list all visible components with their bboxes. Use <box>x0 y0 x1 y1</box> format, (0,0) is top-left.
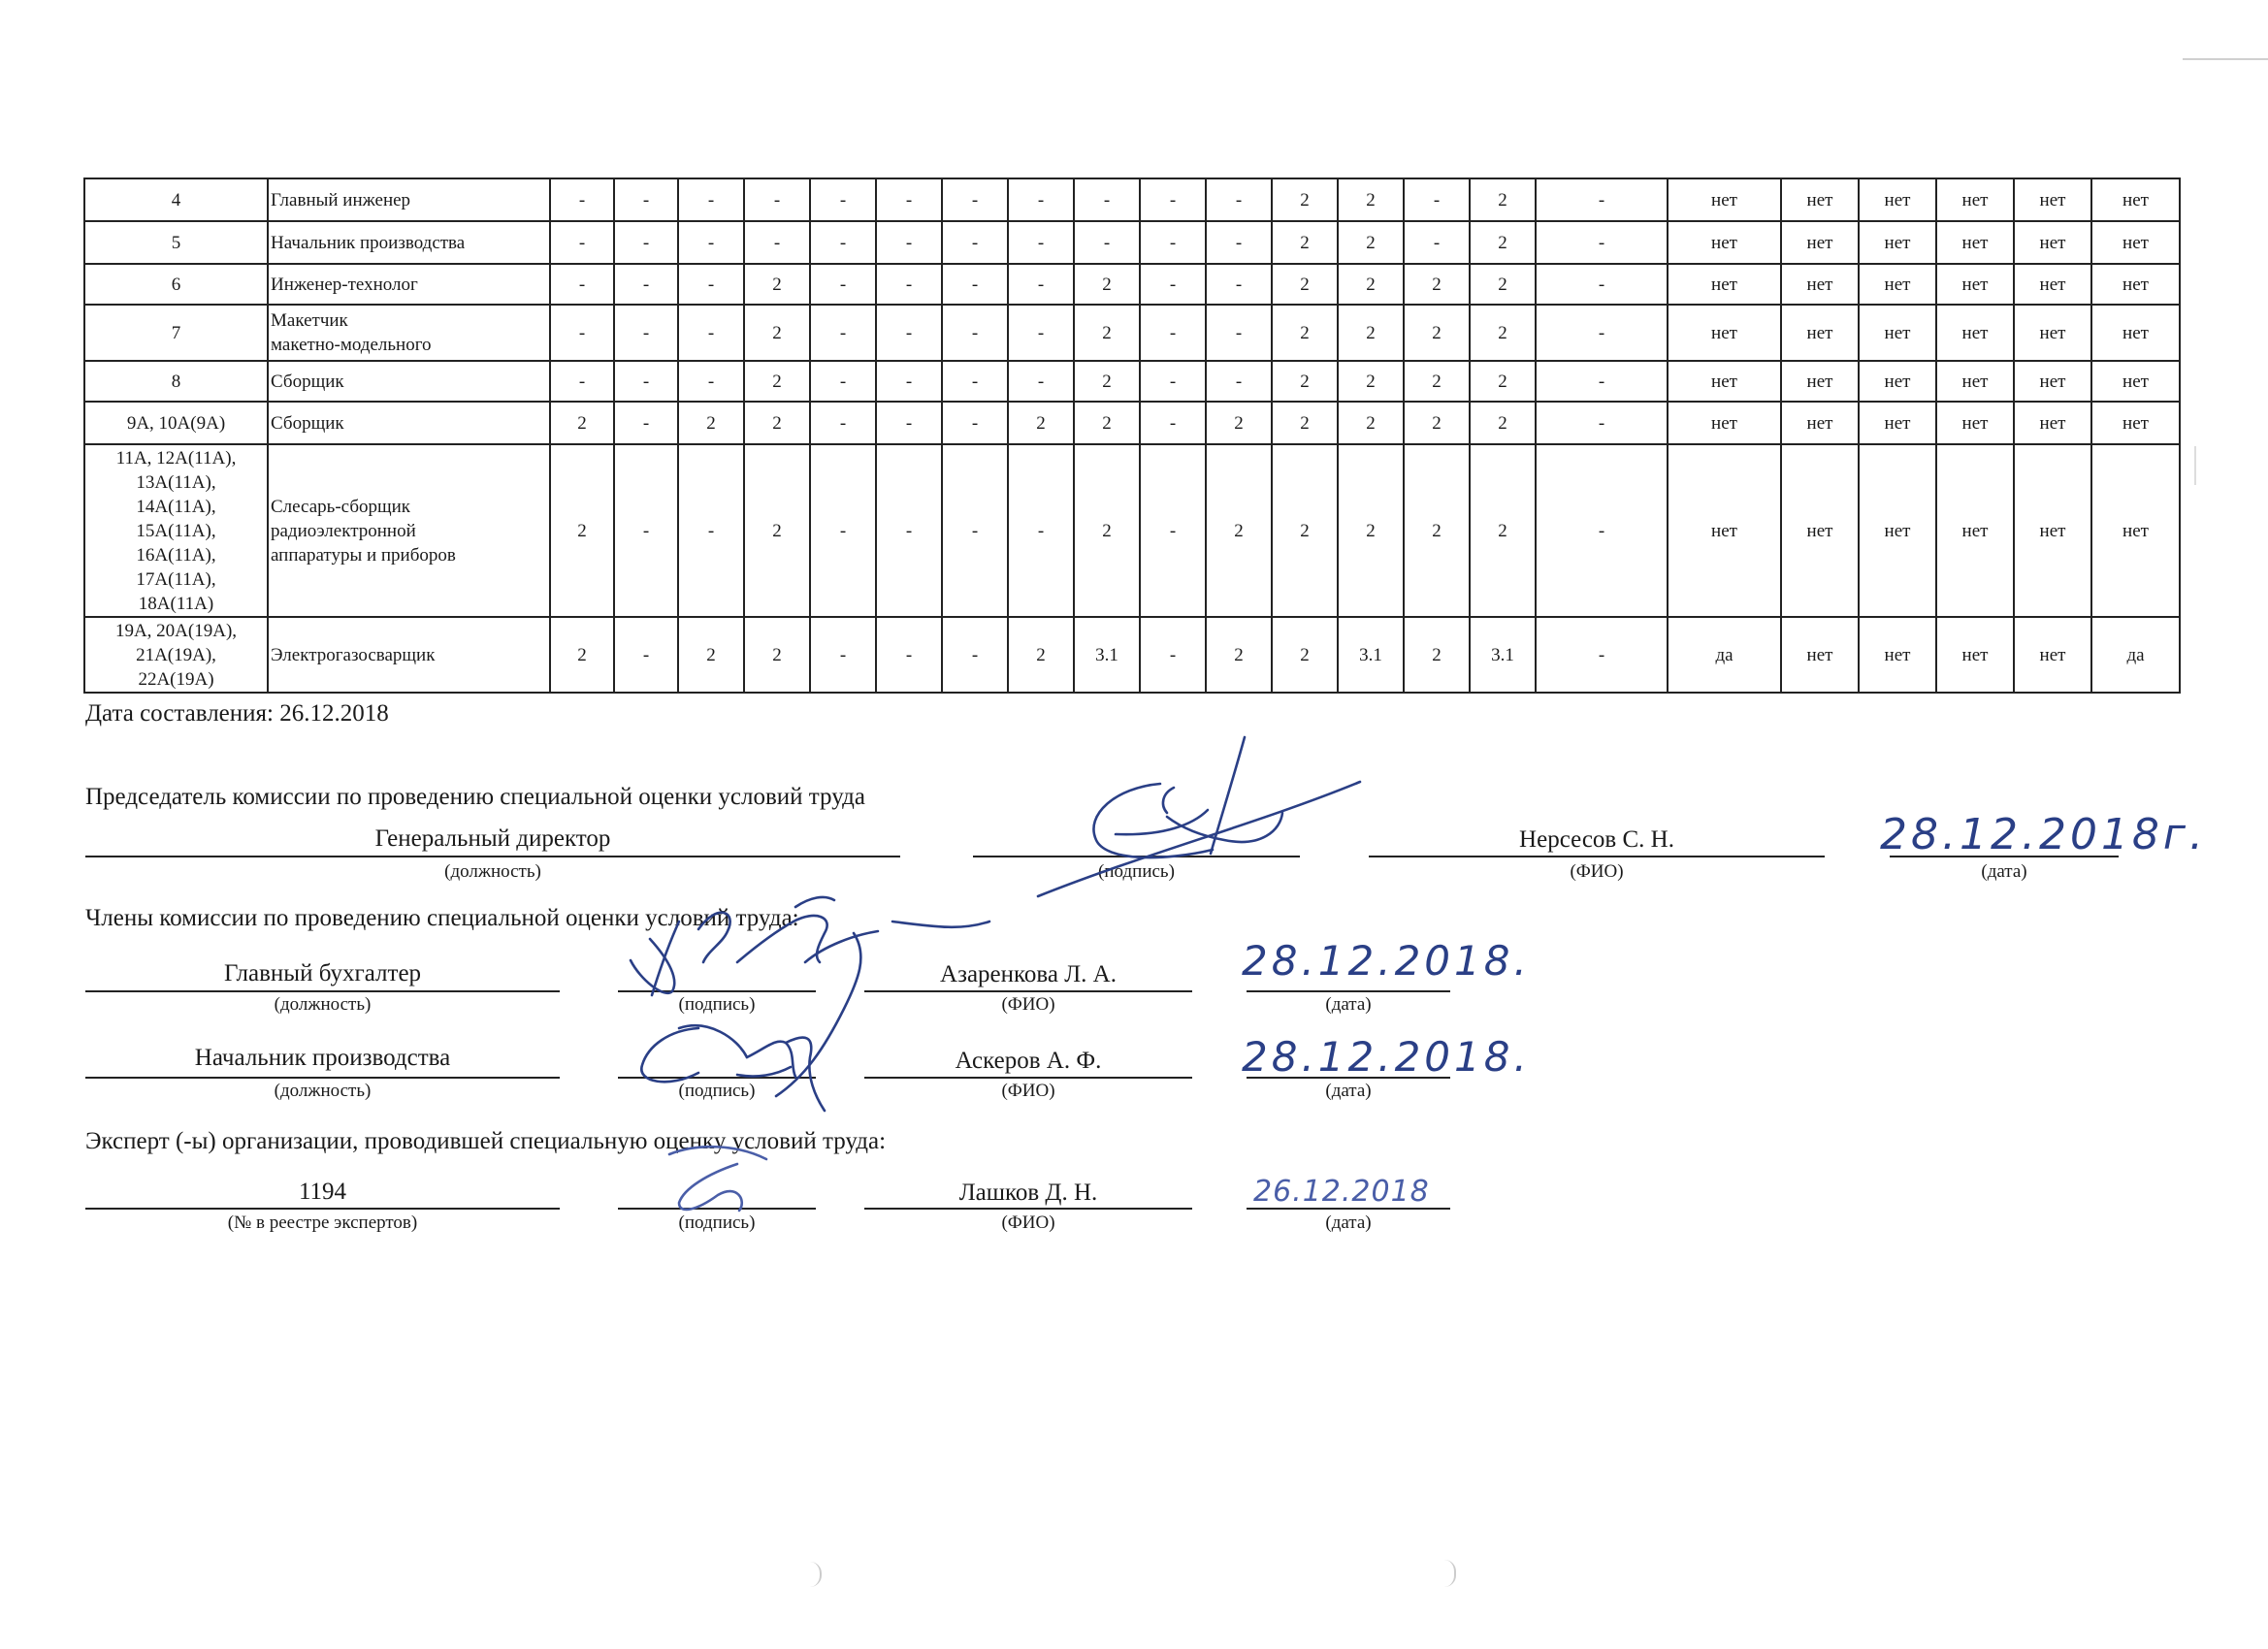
member-1-date-line <box>1247 990 1450 992</box>
chair-name: Нерсесов С. Н. <box>1519 826 1674 853</box>
assessment-cell: - <box>876 264 942 305</box>
assessment-cell: нет <box>1668 444 1781 617</box>
assessment-cell: нет <box>1668 361 1781 402</box>
member-1-position-line <box>85 990 560 992</box>
assessment-cell: нет <box>1781 264 1859 305</box>
assessment-cell: 2 <box>1338 178 1404 221</box>
assessment-cell: нет <box>1936 444 2014 617</box>
assessment-cell: 2 <box>1008 402 1074 444</box>
assessment-cell: 2 <box>744 305 810 361</box>
table-row <box>84 361 2180 402</box>
assessment-cell: 2 <box>1338 264 1404 305</box>
assessment-cell: - <box>876 221 942 264</box>
assessment-cell: - <box>1206 221 1272 264</box>
workplace-number-cell: 4 <box>84 178 268 221</box>
expert-date-handwritten: 26.12.2018 <box>1253 1175 1430 1209</box>
compilation-date: Дата составления: 26.12.2018 <box>85 700 389 727</box>
assessment-cell: 2 <box>1338 305 1404 361</box>
member-2-signature-caption: (подпись) <box>678 1081 756 1101</box>
position-name-cell: Электрогазосварщик <box>268 617 550 693</box>
assessment-cell: 2 <box>1404 305 1470 361</box>
assessment-cell: - <box>942 402 1008 444</box>
assessment-cell: нет <box>1859 178 1936 221</box>
member-2-position-line <box>85 1077 560 1079</box>
workplace-number-cell: 7 <box>84 305 268 361</box>
assessment-cell: 2 <box>1272 402 1338 444</box>
assessment-cell: нет <box>2014 402 2091 444</box>
assessment-cell: 2 <box>1074 361 1140 402</box>
assessment-cell: - <box>1140 617 1206 693</box>
assessment-cell: - <box>550 361 614 402</box>
assessment-cell: нет <box>1781 402 1859 444</box>
assessment-cell: 2 <box>1470 361 1536 402</box>
member-2-name-caption: (ФИО) <box>1001 1081 1055 1101</box>
assessment-cell: нет <box>1668 305 1781 361</box>
assessment-cell: нет <box>2014 361 2091 402</box>
assessment-cell: нет <box>1668 221 1781 264</box>
expert-registry-caption: (№ в реестре экспертов) <box>227 1212 418 1233</box>
position-name-cell: Главный инженер <box>268 178 550 221</box>
assessment-cell: - <box>1008 264 1074 305</box>
assessment-cell: - <box>1536 617 1668 693</box>
chair-name-line <box>1369 856 1825 857</box>
assessment-cell: - <box>550 305 614 361</box>
assessment-cell: нет <box>1859 264 1936 305</box>
scan-hole-mark <box>1441 1560 1456 1587</box>
assessment-cell: - <box>678 305 744 361</box>
assessment-cell: да <box>1668 617 1781 693</box>
assessment-cell: - <box>876 617 942 693</box>
assessment-cell: 2 <box>678 617 744 693</box>
assessment-cell: 2 <box>744 361 810 402</box>
table-row <box>84 305 2180 361</box>
assessment-cell: 3.1 <box>1470 617 1536 693</box>
workplace-number-cell: 8 <box>84 361 268 402</box>
assessment-cell: нет <box>1936 221 2014 264</box>
member-1-name: Азаренкова Л. А. <box>940 961 1117 987</box>
position-name-cell: Макетчик макетно-модельного <box>268 305 550 361</box>
workplace-number-cell: 19А, 20А(19А), 21А(19А), 22А(19А) <box>84 617 268 693</box>
expert-heading: Эксперт (-ы) организации, проводившей специальную оценку условий труда: <box>85 1128 887 1154</box>
assessment-cell: нет <box>1668 178 1781 221</box>
assessment-cell: - <box>614 221 678 264</box>
assessment-cell: - <box>1206 305 1272 361</box>
assessment-cell: 2 <box>1470 305 1536 361</box>
assessment-cell: нет <box>2014 264 2091 305</box>
assessment-cell: нет <box>1936 264 2014 305</box>
assessment-cell: нет <box>2014 178 2091 221</box>
assessment-cell: - <box>876 444 942 617</box>
assessment-cell: - <box>1404 178 1470 221</box>
assessment-cell: нет <box>2091 305 2180 361</box>
scan-edge-mark <box>2194 446 2196 485</box>
chair-position-line <box>85 856 900 857</box>
expert-date-line <box>1247 1208 1450 1210</box>
assessment-cell: нет <box>2014 221 2091 264</box>
assessment-cell: - <box>1140 402 1206 444</box>
assessment-cell: нет <box>1859 617 1936 693</box>
workplace-number-cell: 6 <box>84 264 268 305</box>
assessment-cell: нет <box>1668 264 1781 305</box>
assessment-cell: нет <box>2091 444 2180 617</box>
table-row <box>84 264 2180 305</box>
chair-heading: Председатель комиссии по проведению специальной оценки условий труда <box>85 784 865 810</box>
assessment-cell: нет <box>2091 264 2180 305</box>
results-table <box>83 178 2181 694</box>
assessment-cell: 3.1 <box>1338 617 1404 693</box>
member-1-name-caption: (ФИО) <box>1001 994 1055 1015</box>
assessment-cell: - <box>1536 402 1668 444</box>
member-1-signature-caption: (подпись) <box>678 994 756 1015</box>
assessment-cell: 2 <box>1074 305 1140 361</box>
assessment-cell: 2 <box>1272 361 1338 402</box>
assessment-cell: 2 <box>1008 617 1074 693</box>
table-row <box>84 221 2180 264</box>
assessment-cell: нет <box>1781 444 1859 617</box>
assessment-cell: - <box>810 444 876 617</box>
assessment-cell: 2 <box>678 402 744 444</box>
assessment-cell: - <box>1404 221 1470 264</box>
assessment-cell: 2 <box>1272 178 1338 221</box>
assessment-cell: - <box>1536 444 1668 617</box>
position-name-cell: Начальник производства <box>268 221 550 264</box>
assessment-cell: 2 <box>744 402 810 444</box>
assessment-cell: - <box>1536 178 1668 221</box>
assessment-cell: нет <box>1936 361 2014 402</box>
assessment-cell: 2 <box>1404 402 1470 444</box>
assessment-cell: - <box>810 402 876 444</box>
position-name-cell: Сборщик <box>268 361 550 402</box>
assessment-cell: 2 <box>1272 444 1338 617</box>
chair-position: Генеральный директор <box>374 825 611 852</box>
chair-signature-line <box>973 856 1300 857</box>
assessment-cell: нет <box>2091 178 2180 221</box>
expert-name-caption: (ФИО) <box>1001 1212 1055 1233</box>
member-2-name-line <box>864 1077 1192 1079</box>
assessment-cell: 2 <box>1338 402 1404 444</box>
member-1-signature-line <box>618 990 816 992</box>
assessment-cell: - <box>810 361 876 402</box>
assessment-cell: 2 <box>1206 402 1272 444</box>
assessment-cell: нет <box>2091 221 2180 264</box>
assessment-cell: 2 <box>1404 444 1470 617</box>
assessment-cell: нет <box>1936 402 2014 444</box>
assessment-cell: - <box>1206 264 1272 305</box>
member-1-date-handwritten: 28.12.2018. <box>1242 937 1531 985</box>
member-2-position-caption: (должность) <box>274 1081 372 1101</box>
assessment-cell: - <box>876 402 942 444</box>
expert-signature <box>669 1147 766 1211</box>
assessment-cell: 3.1 <box>1074 617 1140 693</box>
assessment-cell: - <box>614 444 678 617</box>
assessment-cell: - <box>810 617 876 693</box>
table-row <box>84 444 2180 617</box>
member-2-date-line <box>1247 1077 1450 1079</box>
assessment-cell: - <box>942 178 1008 221</box>
assessment-cell: 2 <box>550 444 614 617</box>
chair-date-caption: (дата) <box>1981 861 2027 882</box>
expert-registry-number: 1194 <box>298 1179 347 1205</box>
member-1-date-caption: (дата) <box>1325 994 1372 1015</box>
assessment-cell: - <box>614 305 678 361</box>
chair-position-caption: (должность) <box>444 861 541 882</box>
expert-name: Лашков Д. Н. <box>958 1180 1098 1206</box>
assessment-cell: нет <box>1781 305 1859 361</box>
assessment-cell: - <box>678 264 744 305</box>
assessment-cell: 2 <box>744 444 810 617</box>
assessment-cell: - <box>1536 361 1668 402</box>
assessment-cell: - <box>942 305 1008 361</box>
chair-date-line <box>1890 856 2119 857</box>
assessment-cell: - <box>942 361 1008 402</box>
assessment-cell: нет <box>2091 402 2180 444</box>
assessment-cell: 2 <box>1272 221 1338 264</box>
member-1-name-line <box>864 990 1192 992</box>
assessment-cell: 2 <box>1404 361 1470 402</box>
assessment-cell: - <box>1008 221 1074 264</box>
assessment-cell: 2 <box>1272 305 1338 361</box>
assessment-cell: - <box>942 264 1008 305</box>
expert-date-caption: (дата) <box>1325 1212 1372 1233</box>
assessment-cell: - <box>1206 178 1272 221</box>
assessment-cell: 2 <box>1074 444 1140 617</box>
assessment-cell: 2 <box>1206 444 1272 617</box>
assessment-cell: 2 <box>550 617 614 693</box>
position-name-cell: Инженер-технолог <box>268 264 550 305</box>
assessment-cell: нет <box>1936 178 2014 221</box>
assessment-cell: - <box>1008 361 1074 402</box>
assessment-cell: 2 <box>1404 264 1470 305</box>
chair-name-caption: (ФИО) <box>1570 861 1624 882</box>
chair-signature-caption: (подпись) <box>1098 861 1175 882</box>
assessment-cell: - <box>550 221 614 264</box>
assessment-cell: нет <box>1859 221 1936 264</box>
assessment-cell: - <box>614 402 678 444</box>
assessment-cell: - <box>1140 305 1206 361</box>
assessment-cell: 2 <box>1338 361 1404 402</box>
assessment-cell: - <box>810 305 876 361</box>
assessment-cell: - <box>942 444 1008 617</box>
assessment-cell: да <box>2091 617 2180 693</box>
scan-edge-mark <box>2183 58 2268 60</box>
assessment-cell: - <box>1074 221 1140 264</box>
assessment-cell: нет <box>1859 402 1936 444</box>
assessment-cell: 2 <box>1074 264 1140 305</box>
assessment-cell: - <box>1536 221 1668 264</box>
chair-date-handwritten: 28.12.2018г. <box>1880 810 2208 859</box>
assessment-cell: нет <box>1781 178 1859 221</box>
assessment-cell: - <box>678 361 744 402</box>
scan-hole-mark <box>810 1562 822 1587</box>
assessment-cell: - <box>744 178 810 221</box>
assessment-cell: нет <box>1781 361 1859 402</box>
assessment-cell: - <box>1008 444 1074 617</box>
expert-name-line <box>864 1208 1192 1210</box>
assessment-cell: - <box>876 361 942 402</box>
table-row <box>84 402 2180 444</box>
assessment-cell: - <box>876 178 942 221</box>
position-name-cell: Слесарь-сборщик радиоэлектронной аппаратуры и приборов <box>268 444 550 617</box>
assessment-cell: нет <box>1859 305 1936 361</box>
assessment-cell: - <box>614 178 678 221</box>
workplace-number-cell: 5 <box>84 221 268 264</box>
assessment-cell: 2 <box>1338 444 1404 617</box>
assessment-cell: 2 <box>1338 221 1404 264</box>
assessment-cell: 2 <box>1470 444 1536 617</box>
assessment-cell: 2 <box>1074 402 1140 444</box>
member-2-signature-line <box>618 1077 816 1079</box>
assessment-cell: - <box>1206 361 1272 402</box>
member-1-position-caption: (должность) <box>274 994 372 1015</box>
assessment-cell: 2 <box>1470 178 1536 221</box>
results-table-wrapper <box>83 178 2181 694</box>
assessment-cell: - <box>1140 264 1206 305</box>
assessment-cell: - <box>550 178 614 221</box>
assessment-cell: - <box>614 361 678 402</box>
assessment-cell: - <box>550 264 614 305</box>
assessment-cell: нет <box>1936 305 2014 361</box>
assessment-cell: нет <box>2014 305 2091 361</box>
member-2-date-handwritten: 28.12.2018. <box>1242 1033 1531 1081</box>
assessment-cell: - <box>876 305 942 361</box>
assessment-cell: - <box>744 221 810 264</box>
member-2-date-caption: (дата) <box>1325 1081 1372 1101</box>
expert-signature-line <box>618 1208 816 1210</box>
assessment-cell: - <box>678 444 744 617</box>
assessment-cell: 2 <box>1470 264 1536 305</box>
assessment-cell: 2 <box>1272 617 1338 693</box>
assessment-cell: - <box>614 617 678 693</box>
member-1-position: Главный бухгалтер <box>223 960 422 986</box>
assessment-cell: - <box>678 221 744 264</box>
assessment-cell: 2 <box>1470 402 1536 444</box>
assessment-cell: 2 <box>1470 221 1536 264</box>
assessment-cell: нет <box>1859 361 1936 402</box>
assessment-cell: - <box>1140 178 1206 221</box>
assessment-cell: - <box>614 264 678 305</box>
assessment-cell: - <box>1536 264 1668 305</box>
expert-signature-caption: (подпись) <box>678 1212 756 1233</box>
assessment-cell: - <box>1140 361 1206 402</box>
table-row <box>84 178 2180 221</box>
assessment-cell: нет <box>2014 617 2091 693</box>
assessment-cell: нет <box>2091 361 2180 402</box>
assessment-cell: - <box>942 221 1008 264</box>
member-2-name: Аскеров А. Ф. <box>955 1048 1102 1074</box>
assessment-cell: 2 <box>1404 617 1470 693</box>
results-table-body <box>84 178 2180 693</box>
assessment-cell: нет <box>1859 444 1936 617</box>
assessment-cell: нет <box>1936 617 2014 693</box>
assessment-cell: нет <box>2014 444 2091 617</box>
assessment-cell: нет <box>1781 617 1859 693</box>
members-heading: Члены комиссии по проведению специальной оценки условий труда: <box>85 905 799 931</box>
assessment-cell: нет <box>1668 402 1781 444</box>
assessment-cell: - <box>810 178 876 221</box>
assessment-cell: - <box>942 617 1008 693</box>
assessment-cell: 2 <box>1272 264 1338 305</box>
position-name-cell: Сборщик <box>268 402 550 444</box>
workplace-number-cell: 11А, 12А(11А), 13А(11А), 14А(11А), 15А(11А), 16А(11А), 17А(11А), 18А(11А) <box>84 444 268 617</box>
assessment-cell: - <box>810 264 876 305</box>
assessment-cell: 2 <box>744 264 810 305</box>
assessment-cell: - <box>1140 221 1206 264</box>
expert-registry-line <box>85 1208 560 1210</box>
assessment-cell: - <box>678 178 744 221</box>
assessment-cell: 2 <box>1206 617 1272 693</box>
assessment-cell: - <box>1008 305 1074 361</box>
member-2-position: Начальник производства <box>194 1045 451 1071</box>
assessment-cell: - <box>1140 444 1206 617</box>
assessment-cell: 2 <box>550 402 614 444</box>
assessment-cell: 2 <box>744 617 810 693</box>
assessment-cell: - <box>810 221 876 264</box>
assessment-cell: - <box>1008 178 1074 221</box>
assessment-cell: - <box>1074 178 1140 221</box>
assessment-cell: - <box>1536 305 1668 361</box>
workplace-number-cell: 9А, 10А(9А) <box>84 402 268 444</box>
assessment-cell: нет <box>1781 221 1859 264</box>
table-row <box>84 617 2180 693</box>
